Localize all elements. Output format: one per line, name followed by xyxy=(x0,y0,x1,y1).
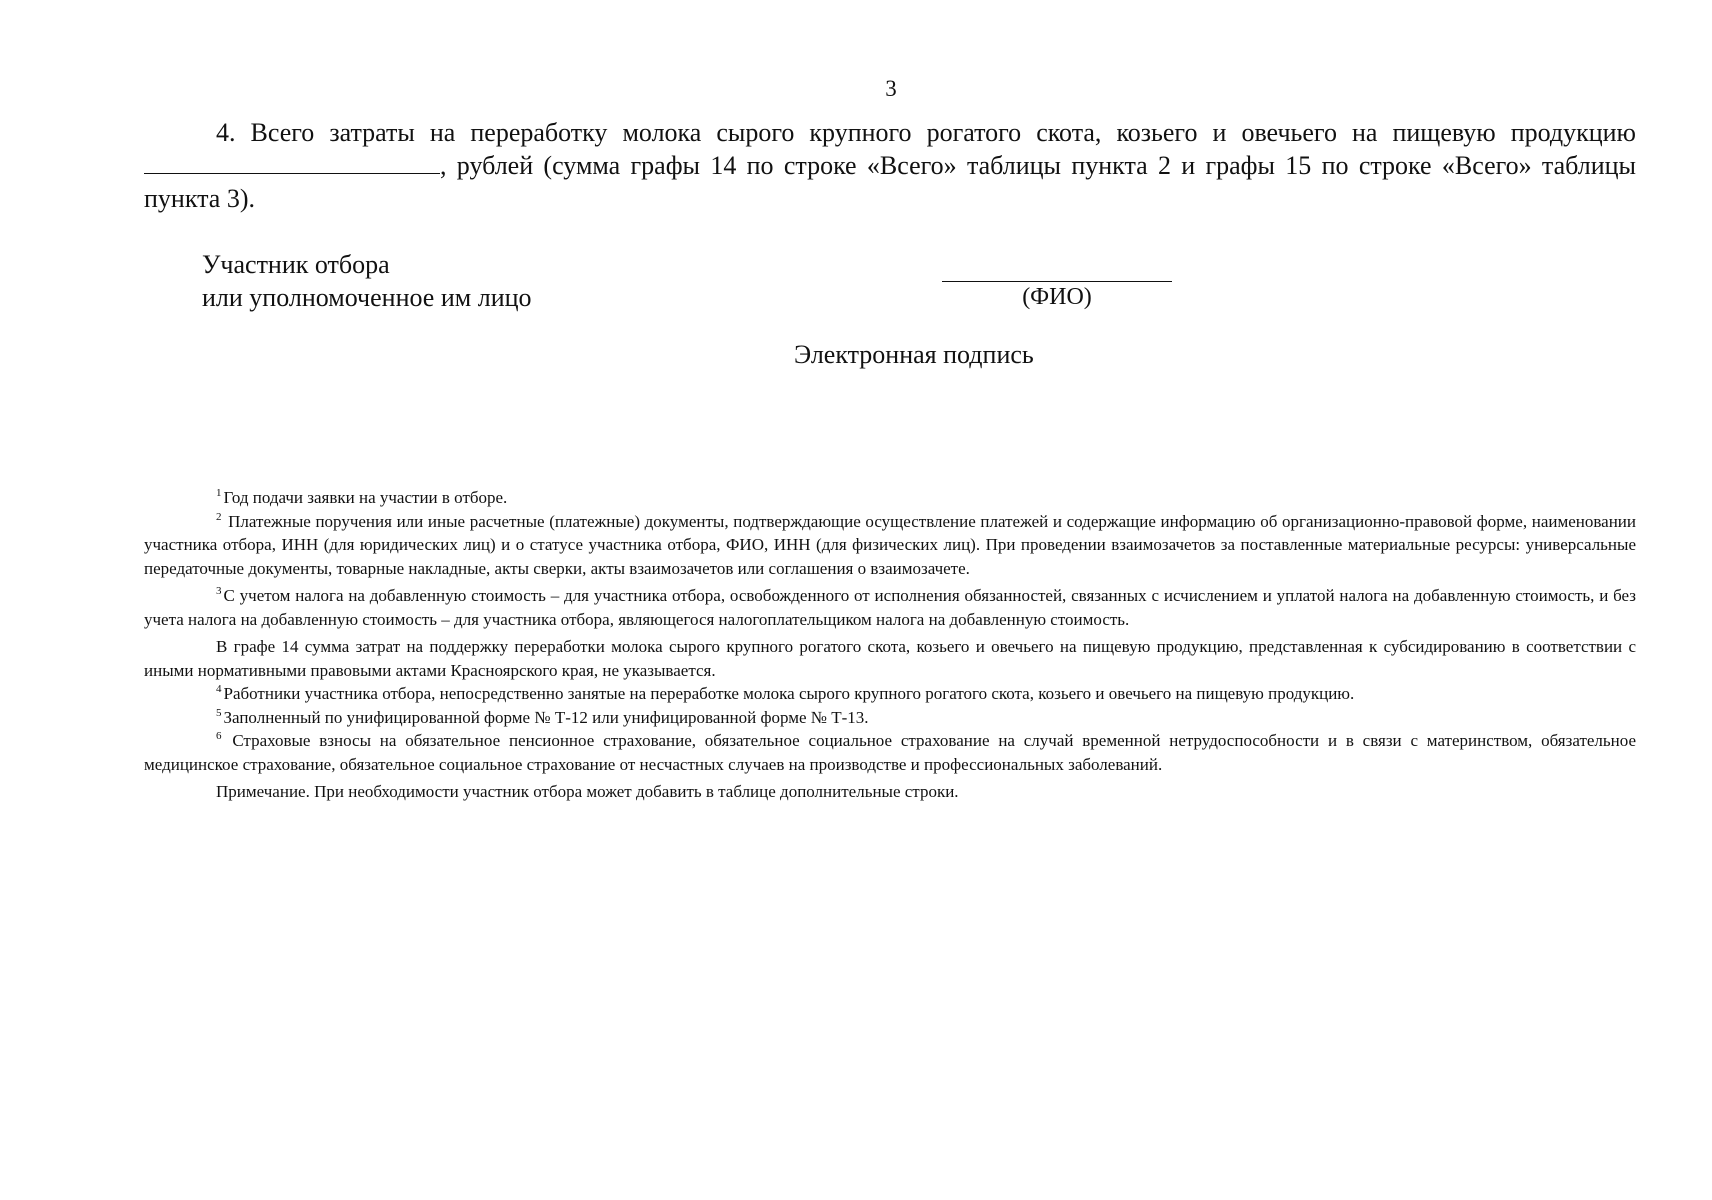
footnote-mark: 6 xyxy=(216,730,222,742)
footnote-2 xyxy=(144,510,1636,581)
footnote-mark: 4 xyxy=(216,683,222,695)
footnote-text: Страховые взносы на обязательное пенсионное страхование, обязательное социальное страхование на случай временной нетрудоспособности и в связи с материнством, обязательное медицинское страхование, обязательное социальное страхование от несчастных случаев на производстве и профессиональных заболеваний. xyxy=(144,731,1637,774)
footnotes-block xyxy=(144,486,1636,804)
page-number: 3 xyxy=(885,76,897,101)
footnote-1 xyxy=(144,486,1636,510)
footnote-mark: 3 xyxy=(216,585,222,597)
footnote-text: В графе 14 сумма затрат на поддержку переработки молока сырого крупного рогатого скота, козьего и овечьего на пищевую продукцию, представленная к субсидированию в соответствии с иными нормативными правовыми актами Красноярского края, не указывается. xyxy=(144,637,1636,680)
footnote-3 xyxy=(144,584,1636,631)
item-4-tail-text: , рублей (сумма графы 14 по строке «Всего» таблицы пункта 2 и графы 15 по строке «Всего» таблицы пункта 3). xyxy=(144,151,1636,213)
footnote-text: Работники участника отбора, непосредственно занятые на переработке молока сырого крупного рогатого скота, козьего и овечьего на пищевую продукцию. xyxy=(223,684,1355,703)
note-text: Примечание. При необходимости участник отбора может добавить в таблице дополнительные строки. xyxy=(216,782,959,801)
signer-line-2: или уполномоченное им лицо xyxy=(202,283,532,312)
amount-blank-field xyxy=(144,149,440,174)
electronic-signature-label: Электронная подпись xyxy=(794,340,1034,369)
fio-label: (ФИО) xyxy=(1022,284,1092,310)
footnote-3-continuation xyxy=(144,635,1636,682)
footnote-mark: 1 xyxy=(216,487,222,499)
item-4-lead-text: 4. Всего затраты на переработку молока сырого крупного рогатого скота, козьего и овечьего на пищевую продукцию xyxy=(216,118,1636,147)
footnote-5 xyxy=(144,706,1636,730)
signer-block xyxy=(202,248,532,314)
footnote-mark: 5 xyxy=(216,706,222,719)
footnote-mark: 2 xyxy=(216,510,222,523)
signature-line xyxy=(942,281,1172,282)
footnote-6 xyxy=(144,729,1636,776)
signer-line-1: Участник отбора xyxy=(202,250,390,279)
footnote-4 xyxy=(144,682,1636,706)
footnote-text: Год подачи заявки на участии в отборе. xyxy=(223,488,508,507)
footnote-text: Заполненный по унифицированной форме № Т-12 или унифицированной форме № Т-13. xyxy=(223,707,869,727)
note-paragraph xyxy=(144,780,1636,804)
footnote-text: С учетом налога на добавленную стоимость – для участника отбора, освобожденного от исполнения обязанностей, связанных с исчислением и уплатой налога на добавленную стоимость, и без учета налога на добавленную стоимость – для участника отбора, являющегося налогоплательщиком налога на добавленную стоимость. xyxy=(144,586,1636,629)
footnote-text: Платежные поручения или иные расчетные (платежные) документы, подтверждающие осуществление платежей и содержащие информацию об организационно-правовой форме, наименовании участника отбора, ИНН (для юридических лиц) и о статусе участника отбора, ФИО, ИНН (для физических лиц). При проведении взаимозачетов за поставленные материальные ресурсы: универсальные передаточные документы, товарные накладные, акты сверки, акты взаимозачетов или соглашения о взаимозачете. xyxy=(144,511,1636,578)
item-4-paragraph xyxy=(144,116,1636,215)
